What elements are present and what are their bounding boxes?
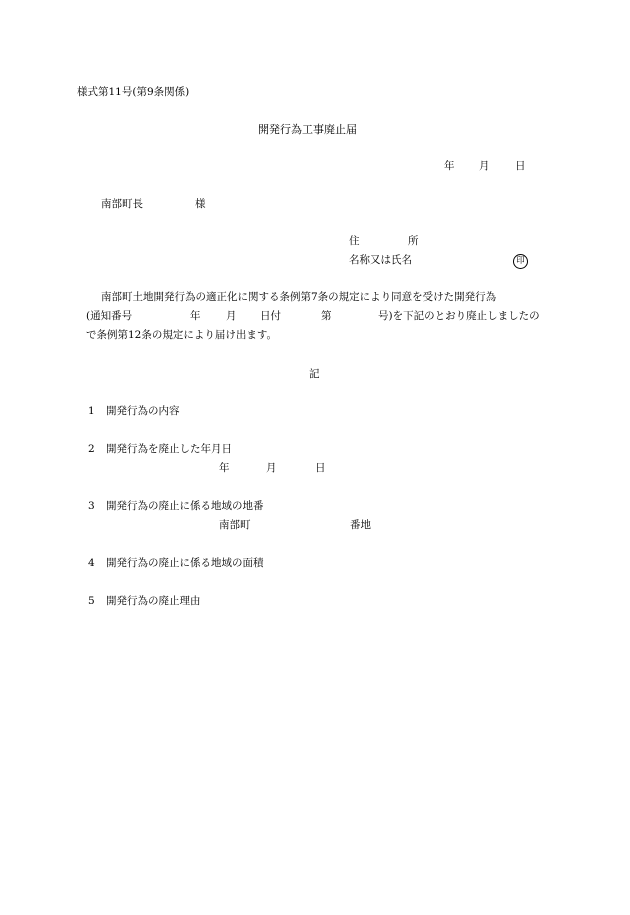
item-1-label: 開発行為の内容 xyxy=(106,405,180,417)
body-line-2-open: (通知番号 xyxy=(86,310,133,322)
item-1-number: 1 xyxy=(88,405,95,417)
item-2-year: 年 xyxy=(219,462,230,474)
item-3-banchi: 番地 xyxy=(350,519,371,531)
item-5-label: 開発行為の廃止理由 xyxy=(106,595,201,607)
body-line-2-year: 年 xyxy=(190,310,201,322)
addressee-name: 南部町長 xyxy=(101,198,143,210)
submission-date-year: 年 xyxy=(444,160,455,172)
body-line-3: で条例第12条の規定により届け出ます。 xyxy=(86,329,278,341)
form-label: 様式第11号(第9条関係) xyxy=(77,86,190,98)
item-4-number: 4 xyxy=(88,557,95,569)
document-title: 開発行為工事廃止届 xyxy=(258,123,357,136)
item-3-number: 3 xyxy=(88,500,95,512)
addressee-suffix: 様 xyxy=(195,198,206,210)
item-2-month: 月 xyxy=(266,462,277,474)
body-line-2-day: 日付 xyxy=(260,310,281,322)
applicant-address-label-2: 所 xyxy=(408,235,419,247)
item-4-label: 開発行為の廃止に係る地域の面積 xyxy=(106,557,264,569)
body-line-2-close: 号)を下記のとおり廃止しましたの xyxy=(378,310,540,322)
applicant-name-label: 名称又は氏名 xyxy=(349,254,412,266)
item-3-town: 南部町 xyxy=(219,519,251,531)
item-5-number: 5 xyxy=(88,595,95,607)
submission-date-day: 日 xyxy=(515,160,526,172)
item-2-number: 2 xyxy=(88,443,95,455)
item-2-day: 日 xyxy=(315,462,326,474)
body-line-2-dai: 第 xyxy=(321,310,332,322)
seal-icon: 印 xyxy=(513,254,528,269)
body-line-2-month: 月 xyxy=(226,310,237,322)
applicant-address-label-1: 住 xyxy=(349,235,360,247)
item-3-label: 開発行為の廃止に係る地域の地番 xyxy=(106,500,264,512)
ki-heading: 記 xyxy=(309,368,320,380)
body-line-1: 南部町土地開発行為の適正化に関する条例第7条の規定により同意を受けた開発行為 xyxy=(101,291,497,303)
item-2-label: 開発行為を廃止した年月日 xyxy=(106,443,232,455)
submission-date-month: 月 xyxy=(479,160,490,172)
